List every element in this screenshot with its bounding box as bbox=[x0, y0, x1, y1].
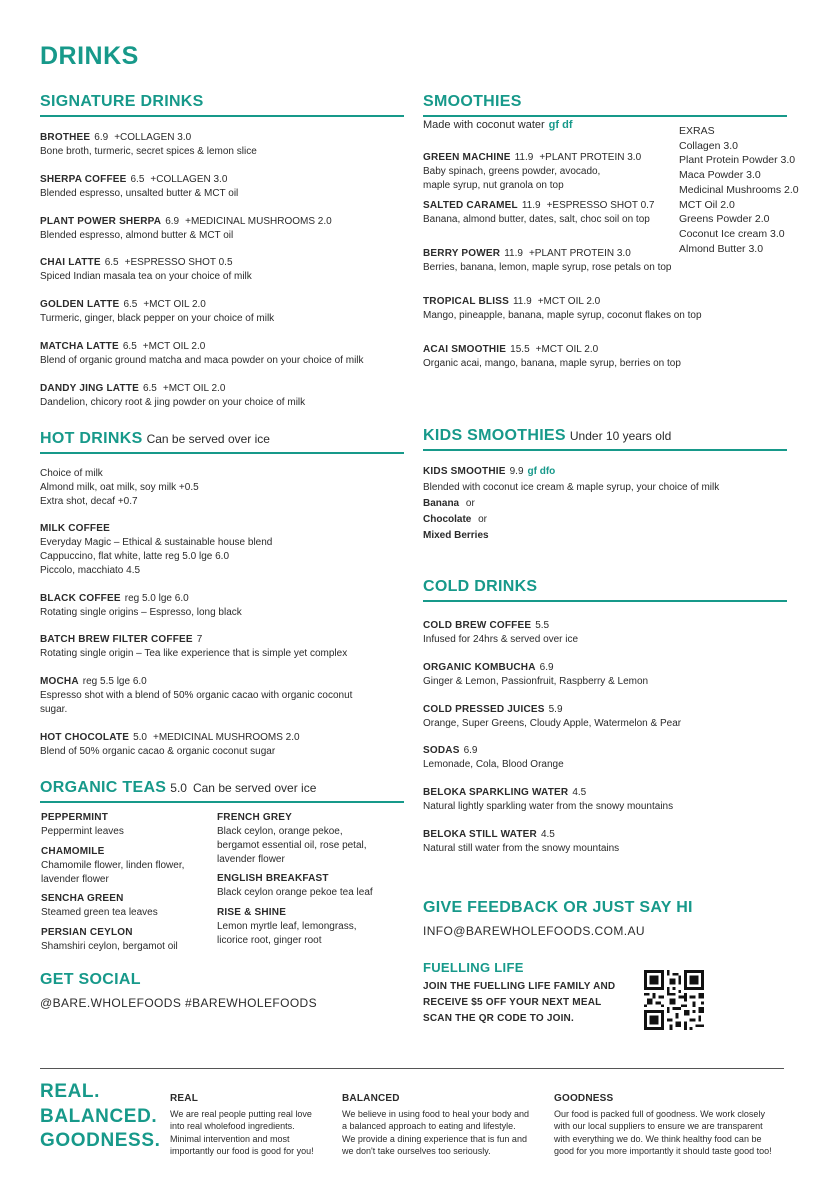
signature-item-addon: +MEDICINAL MUSHROOMS 2.0 bbox=[185, 215, 332, 227]
signature-item-desc: Blend of organic ground matcha and maca powder on your choice of milk bbox=[40, 355, 364, 366]
hot-item bbox=[40, 592, 242, 620]
cold-item bbox=[423, 786, 673, 814]
smoothies-intro-text: Made with coconut water bbox=[423, 119, 545, 131]
tea-name: FRENCH GREY bbox=[217, 812, 292, 823]
kids-option bbox=[423, 496, 719, 512]
kids-option-name: Mixed Berries bbox=[423, 530, 489, 541]
tea-item bbox=[217, 906, 357, 948]
slogan-line: REAL. bbox=[40, 1081, 100, 1102]
signature-item-desc: Blended espresso, almond butter & MCT oil bbox=[40, 229, 234, 241]
smoothie-item bbox=[423, 343, 681, 371]
footer-line: Our food is packed full of goodness. We work closely bbox=[554, 1108, 765, 1119]
signature-heading: SIGNATURE DRINKS bbox=[40, 93, 204, 110]
feedback-email[interactable]: INFO@BAREWHOLEFOODS.COM.AU bbox=[423, 924, 645, 938]
footer-line: with everything we do. We think healthy food can be bbox=[554, 1133, 762, 1144]
page-title: DRINKS bbox=[40, 42, 139, 70]
signature-item bbox=[40, 298, 274, 326]
footer-col-heading: REAL bbox=[170, 1093, 199, 1104]
cold-item bbox=[423, 744, 564, 772]
kids-option-name: Chocolate bbox=[423, 514, 472, 525]
smoothie-item-name: GREEN MACHINE bbox=[423, 152, 511, 163]
smoothie-item-desc: maple syrup, nut granola on top bbox=[423, 180, 564, 191]
signature-item-price: 6.5 bbox=[104, 257, 119, 269]
footer-col-heading: BALANCED bbox=[342, 1093, 400, 1104]
cold-item-desc: Ginger & Lemon, Passionfruit, Raspberry & Lemon bbox=[423, 675, 649, 687]
cold-item-name: ORGANIC KOMBUCHA bbox=[423, 661, 536, 673]
hot-item-name: MILK COFFEE bbox=[40, 523, 110, 534]
tea-desc: Black ceylon orange pekoe tea leaf bbox=[217, 887, 373, 898]
signature-item-price: 6.9 bbox=[94, 132, 109, 143]
hot-item-desc: Blend of 50% organic cacao & organic coconut sugar bbox=[40, 746, 276, 757]
hot-item-desc: Everyday Magic – Ethical & sustainable house blend bbox=[40, 537, 273, 548]
hot-item-desc: Rotating single origin – Tea like experience that is simple yet complex bbox=[40, 648, 348, 659]
slogan-line: BALANCED. bbox=[40, 1105, 158, 1127]
hot-item-desc: Piccolo, macchiato 4.5 bbox=[40, 565, 141, 576]
cold-item-price: 4.5 bbox=[572, 787, 587, 799]
signature-item-name: CHAI LATTE bbox=[40, 257, 101, 269]
hot-item-desc: Cappuccino, flat white, latte reg 5.0 lge 6.0 bbox=[40, 551, 230, 562]
footer-col-balanced bbox=[342, 1093, 529, 1158]
smoothies-heading: SMOOTHIES bbox=[423, 93, 522, 110]
signature-item-price: 6.5 bbox=[122, 341, 137, 352]
hot-item-price: 5.0 bbox=[133, 732, 147, 743]
cold-item-desc: Orange, Super Greens, Cloudy Apple, Watermelon & Pear bbox=[423, 717, 682, 729]
cold-item-name: COLD BREW COFFEE bbox=[423, 620, 532, 631]
cold-item-desc: Lemonade, Cola, Blood Orange bbox=[423, 759, 564, 771]
smoothie-item-price: 15.5 bbox=[510, 344, 530, 355]
smoothie-item-addon: +ESPRESSO SHOT 0.7 bbox=[546, 200, 655, 211]
kids-option-or: or bbox=[465, 498, 475, 509]
signature-item bbox=[40, 340, 364, 368]
smoothies-rule bbox=[423, 115, 787, 117]
cold-item-desc: Infused for 24hrs & served over ice bbox=[423, 634, 579, 645]
milk-line: Choice of milk bbox=[40, 468, 103, 479]
footer-line: a balanced approach to eating and lifestyle. bbox=[342, 1121, 516, 1131]
footer-line: good for you more importantly it should taste good too! bbox=[554, 1146, 772, 1156]
smoothie-item-name: ACAI SMOOTHIE bbox=[423, 344, 507, 355]
extra-item: Almond Butter 3.0 bbox=[679, 242, 764, 255]
hot-item-desc: Espresso shot with a blend of 50% organic cacao with organic coconut bbox=[40, 690, 353, 701]
smoothies-diet-tags: gf df bbox=[548, 119, 573, 131]
smoothie-item-addon: +MCT OIL 2.0 bbox=[537, 296, 601, 307]
cold-item-price: 5.9 bbox=[548, 703, 563, 715]
cold-rule bbox=[423, 600, 787, 602]
hot-heading bbox=[40, 430, 270, 448]
extra-item: Greens Powder 2.0 bbox=[679, 213, 770, 226]
tea-desc: Lemon myrtle leaf, lemongrass, bbox=[217, 921, 357, 932]
extra-item: Collagen 3.0 bbox=[679, 139, 738, 152]
smoothie-item-addon: +PLANT PROTEIN 3.0 bbox=[528, 248, 631, 259]
signature-item-name: SHERPA COFFEE bbox=[40, 173, 127, 185]
smoothie-item-desc: Baby spinach, greens powder, avocado, bbox=[423, 166, 601, 177]
kids-item-name: KIDS SMOOTHIE bbox=[423, 466, 506, 477]
footer-col-real bbox=[170, 1093, 314, 1158]
teas-subtitle: Can be served over ice bbox=[192, 781, 317, 795]
footer-rule bbox=[40, 1068, 784, 1069]
smoothie-item-name: BERRY POWER bbox=[423, 248, 501, 259]
tea-name: ENGLISH BREAKFAST bbox=[217, 873, 329, 884]
fuelling-text bbox=[423, 979, 615, 1027]
smoothie-item-price: 11.9 bbox=[514, 152, 534, 163]
hot-item-desc: Rotating single origins – Espresso, long black bbox=[40, 607, 242, 618]
signature-item-desc: Bone broth, turmeric, secret spices & lemon slice bbox=[40, 146, 257, 157]
cold-item bbox=[423, 619, 578, 647]
milk-line: Extra shot, decaf +0.7 bbox=[40, 496, 138, 507]
tea-name: SENCHA GREEN bbox=[41, 893, 124, 904]
tea-desc: Black ceylon, orange pekoe, bbox=[217, 826, 343, 837]
footer-line: importantly our food is good for you! bbox=[170, 1146, 314, 1156]
hot-item-addon: +MEDICINAL MUSHROOMS 2.0 bbox=[152, 732, 300, 743]
signature-rule bbox=[40, 115, 404, 117]
signature-item-price: 6.9 bbox=[165, 215, 180, 227]
fuelling-heading: FUELLING LIFE bbox=[423, 960, 524, 975]
footer-line: we don't take ourselves too seriously. bbox=[342, 1146, 491, 1156]
tea-item bbox=[41, 926, 178, 954]
hot-item-name: BATCH BREW FILTER COFFEE bbox=[40, 634, 193, 645]
hot-rule bbox=[40, 452, 404, 454]
hot-item-price: reg 5.5 lge 6.0 bbox=[82, 676, 147, 687]
tea-desc: Peppermint leaves bbox=[41, 826, 124, 837]
kids-option-or: or bbox=[478, 514, 488, 525]
extra-item: MCT Oil 2.0 bbox=[679, 198, 735, 211]
tea-desc: lavender flower bbox=[41, 874, 109, 885]
signature-item-price: 6.5 bbox=[142, 382, 157, 394]
hot-item bbox=[40, 731, 300, 759]
teas-heading bbox=[40, 779, 316, 797]
smoothie-item-desc: Mango, pineapple, banana, maple syrup, coconut flakes on top bbox=[423, 310, 702, 321]
signature-item-addon: +COLLAGEN 3.0 bbox=[150, 173, 228, 185]
kids-rule bbox=[423, 449, 787, 451]
footer-col-goodness bbox=[554, 1093, 772, 1158]
cold-item-price: 6.9 bbox=[463, 745, 478, 757]
cold-item-price: 6.9 bbox=[539, 661, 554, 673]
smoothie-item bbox=[423, 199, 655, 227]
signature-item-desc: Turmeric, ginger, black pepper on your choice of milk bbox=[40, 313, 275, 325]
signature-item-addon: +MCT OIL 2.0 bbox=[142, 341, 206, 352]
signature-item-name: GOLDEN LATTE bbox=[40, 299, 120, 311]
signature-item-name: PLANT POWER SHERPA bbox=[40, 215, 162, 227]
tea-item bbox=[217, 872, 373, 900]
signature-item-desc: Spiced Indian masala tea on your choice of milk bbox=[40, 271, 252, 283]
social-handles[interactable]: @BARE.WHOLEFOODS #BAREWHOLEFOODS bbox=[40, 996, 318, 1010]
kids-item-price: 9.9 bbox=[509, 466, 524, 477]
signature-item-addon: +ESPRESSO SHOT 0.5 bbox=[124, 257, 233, 269]
hot-item-name: BLACK COFFEE bbox=[40, 593, 121, 604]
tea-desc: lavender flower bbox=[217, 854, 285, 865]
hot-item-price: reg 5.0 lge 6.0 bbox=[124, 593, 189, 604]
milk-options bbox=[40, 467, 199, 509]
signature-item-addon: +MCT OIL 2.0 bbox=[143, 299, 206, 311]
cold-item-name: BELOKA SPARKLING WATER bbox=[423, 787, 569, 799]
smoothies-intro bbox=[423, 119, 573, 131]
tea-item bbox=[41, 892, 158, 920]
footer-line: with our local suppliers to ensure we are transparent bbox=[554, 1121, 763, 1131]
extra-item: Medicinal Mushrooms 2.0 bbox=[679, 183, 799, 196]
cold-item-desc: Natural still water from the snowy mountains bbox=[423, 843, 620, 854]
kids-item-desc: Blended with coconut ice cream & maple syrup, your choice of milk bbox=[423, 482, 720, 493]
smoothie-item-price: 11.9 bbox=[512, 296, 532, 307]
cold-item-name: COLD PRESSED JUICES bbox=[423, 703, 545, 715]
fuelling-line: RECEIVE $5 OFF YOUR NEXT MEAL bbox=[423, 997, 602, 1008]
smoothie-item bbox=[423, 151, 641, 193]
feedback-heading: GIVE FEEDBACK OR JUST SAY HI bbox=[423, 899, 693, 916]
signature-item bbox=[40, 131, 257, 159]
extra-item: Plant Protein Powder 3.0 bbox=[679, 154, 796, 167]
extras-heading: EXRAS bbox=[679, 125, 715, 137]
footer-line: We are real people putting real love bbox=[170, 1108, 312, 1119]
cold-item bbox=[423, 661, 648, 689]
footer-line: We believe in using food to heal your body and bbox=[342, 1108, 529, 1119]
signature-item-desc: Blended espresso, unsalted butter & MCT oil bbox=[40, 187, 239, 199]
tea-item bbox=[41, 845, 184, 887]
cold-item bbox=[423, 828, 619, 856]
signature-item-name: DANDY JING LATTE bbox=[40, 382, 139, 394]
hot-item bbox=[40, 633, 347, 661]
cold-item bbox=[423, 703, 681, 731]
tea-desc: Shamshiri ceylon, bergamot oil bbox=[41, 941, 178, 952]
signature-item-name: MATCHA LATTE bbox=[40, 341, 119, 352]
smoothie-item-desc: Banana, almond butter, dates, salt, choc soil on top bbox=[423, 214, 650, 225]
extras-list bbox=[679, 139, 799, 257]
kids-title: KIDS SMOOTHIES bbox=[423, 427, 566, 444]
tea-name: RISE & SHINE bbox=[217, 907, 287, 918]
smoothie-item-price: 11.9 bbox=[504, 248, 523, 259]
footer-slogan bbox=[40, 1080, 160, 1154]
smoothie-item-desc: Organic acai, mango, banana, maple syrup, berries on top bbox=[423, 358, 681, 369]
kids-item bbox=[423, 464, 719, 544]
milk-line: Almond milk, oat milk, soy milk +0.5 bbox=[40, 482, 199, 493]
signature-item bbox=[40, 173, 238, 201]
signature-item bbox=[40, 256, 252, 284]
extra-item: Maca Powder 3.0 bbox=[679, 169, 761, 182]
footer-line: Minimal intervention and most bbox=[170, 1133, 290, 1144]
extras-box bbox=[679, 124, 799, 256]
hot-item bbox=[40, 675, 352, 717]
cold-item-desc: Natural lightly sparkling water from the snowy mountains bbox=[423, 801, 674, 813]
cold-item-name: SODAS bbox=[423, 745, 460, 757]
tea-name: PEPPERMINT bbox=[41, 812, 109, 823]
fuelling-line: SCAN THE QR CODE TO JOIN. bbox=[423, 1013, 574, 1024]
cold-item-price: 5.5 bbox=[535, 620, 550, 631]
footer-line: We provide a dining experience that is fun and bbox=[342, 1133, 527, 1144]
tea-desc: bergamot essential oil, rose petal, bbox=[217, 840, 367, 851]
signature-item bbox=[40, 382, 305, 410]
hot-item-price: 7 bbox=[196, 634, 203, 645]
smoothie-item-price: 11.9 bbox=[521, 200, 541, 211]
footer-line: into real wholefood ingredients. bbox=[170, 1121, 295, 1131]
extra-item: Coconut Ice cream 3.0 bbox=[679, 227, 785, 240]
smoothie-item bbox=[423, 247, 671, 275]
fuelling-line: JOIN THE FUELLING LIFE FAMILY AND bbox=[423, 981, 616, 992]
teas-title: ORGANIC TEAS bbox=[40, 779, 167, 796]
signature-item-addon: +MCT OIL 2.0 bbox=[162, 382, 226, 394]
smoothie-item-desc: Berries, banana, lemon, maple syrup, rose petals on top bbox=[423, 262, 672, 273]
signature-item-name: BROTHEE bbox=[40, 132, 91, 143]
teas-rule bbox=[40, 801, 404, 803]
cold-item-price: 4.5 bbox=[540, 829, 555, 840]
qr-code-icon[interactable] bbox=[644, 970, 704, 1030]
kids-item-tags: gf dfo bbox=[527, 466, 556, 477]
cold-item-name: BELOKA STILL WATER bbox=[423, 829, 537, 840]
kids-subtitle: Under 10 years old bbox=[569, 429, 672, 443]
slogan-line: GOODNESS. bbox=[40, 1130, 161, 1151]
hot-item bbox=[40, 522, 272, 578]
kids-option bbox=[423, 528, 719, 544]
tea-desc: licorice root, ginger root bbox=[217, 935, 322, 946]
smoothie-item bbox=[423, 295, 702, 323]
hot-item-name: MOCHA bbox=[40, 676, 79, 687]
kids-option bbox=[423, 512, 719, 528]
kids-option-name: Banana bbox=[423, 498, 460, 509]
smoothie-item-name: SALTED CARAMEL bbox=[423, 200, 518, 211]
smoothie-item-name: TROPICAL BLISS bbox=[423, 296, 509, 307]
smoothie-item-addon: +MCT OIL 2.0 bbox=[535, 344, 599, 355]
tea-desc: Chamomile flower, linden flower, bbox=[41, 860, 185, 871]
signature-item bbox=[40, 215, 332, 243]
kids-heading bbox=[423, 427, 671, 445]
tea-desc: Steamed green tea leaves bbox=[41, 907, 158, 918]
signature-item-price: 6.5 bbox=[123, 299, 138, 311]
signature-item-desc: Dandelion, chicory root & jing powder on your choice of milk bbox=[40, 396, 306, 408]
tea-name: CHAMOMILE bbox=[41, 846, 105, 857]
hot-item-name: HOT CHOCOLATE bbox=[40, 732, 130, 743]
hot-item-desc: sugar. bbox=[40, 704, 68, 715]
tea-item bbox=[217, 811, 367, 867]
social-heading: GET SOCIAL bbox=[40, 971, 141, 988]
hot-title: HOT DRINKS bbox=[40, 430, 143, 447]
hot-subtitle: Can be served over ice bbox=[146, 432, 270, 446]
tea-name: PERSIAN CEYLON bbox=[41, 927, 133, 938]
tea-item bbox=[41, 811, 124, 839]
signature-item-price: 6.5 bbox=[130, 173, 145, 185]
footer-col-heading: GOODNESS bbox=[554, 1093, 614, 1104]
cold-heading: COLD DRINKS bbox=[423, 578, 538, 595]
teas-price: 5.0 bbox=[170, 781, 187, 795]
smoothie-item-addon: +PLANT PROTEIN 3.0 bbox=[539, 152, 642, 163]
signature-item-addon: +COLLAGEN 3.0 bbox=[114, 132, 192, 143]
